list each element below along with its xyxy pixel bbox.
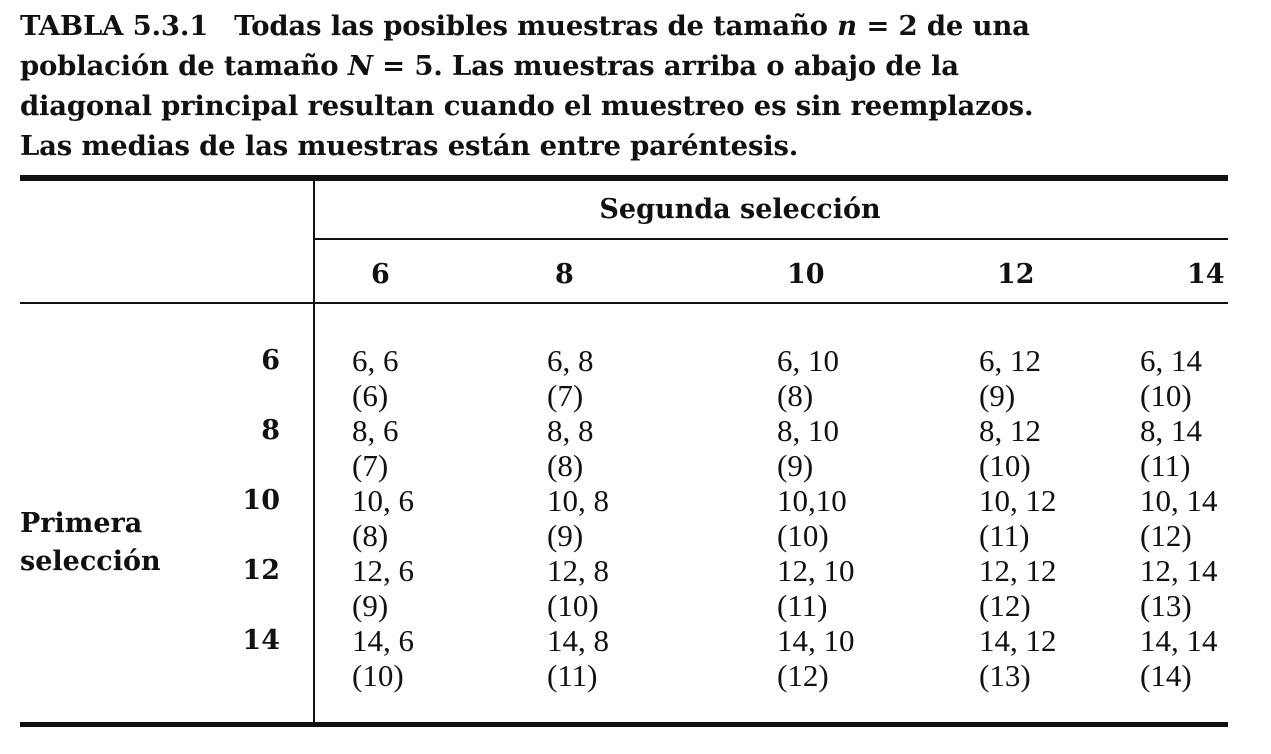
table-top-rule — [20, 175, 1228, 181]
sample-mean: (10) — [1140, 378, 1192, 413]
sample-mean: (7) — [547, 378, 584, 413]
sample-pair: 12, 8 — [547, 553, 609, 588]
sample-cell — [352, 413, 399, 483]
caption-line-3: diagonal principal resultan cuando el muestreo es sin reemplazos. — [20, 90, 1034, 122]
sample-mean: (10) — [352, 658, 404, 693]
caption-line-1 — [20, 6, 1260, 46]
sample-mean: (11) — [547, 658, 598, 693]
caption-text-2b: = 5. Las muestras arriba o abajo de la — [382, 50, 959, 82]
sample-pair: 6, 12 — [979, 343, 1041, 378]
column-header: 8 — [555, 259, 574, 290]
sample-mean: (9) — [979, 378, 1016, 413]
header-bottom-rule — [20, 302, 1228, 304]
sample-mean: (11) — [1140, 448, 1191, 483]
sample-cell — [979, 413, 1041, 483]
sample-pair: 8, 12 — [979, 413, 1041, 448]
sample-pair: 8, 6 — [352, 413, 399, 448]
column-header: 14 — [1187, 259, 1225, 290]
table-id: TABLA 5.3.1 — [20, 10, 209, 42]
sample-pair: 6, 10 — [777, 343, 839, 378]
sample-cell — [777, 413, 839, 483]
n-symbol: n — [837, 10, 857, 42]
caption-line-4: Las medias de las muestras están entre paréntesis. — [20, 130, 799, 162]
sample-mean: (8) — [547, 448, 584, 483]
sample-cell — [352, 483, 414, 553]
sample-pair: 10, 6 — [352, 483, 414, 518]
sample-cell — [1140, 483, 1218, 553]
sample-cell — [352, 343, 399, 413]
sample-pair: 14, 12 — [979, 623, 1057, 658]
row-header: 14 — [242, 625, 280, 656]
sample-mean: (12) — [979, 588, 1031, 623]
sample-pair: 10, 12 — [979, 483, 1057, 518]
sample-mean: (13) — [979, 658, 1031, 693]
sample-pair: 6, 6 — [352, 343, 399, 378]
sample-mean: (14) — [1140, 658, 1192, 693]
sample-mean: (6) — [352, 378, 389, 413]
sample-cell — [352, 553, 414, 623]
sample-pair: 12, 10 — [777, 553, 855, 588]
column-header: 6 — [371, 259, 390, 290]
sample-pair: 14, 6 — [352, 623, 414, 658]
sample-pair: 6, 14 — [1140, 343, 1202, 378]
column-group-header: Segunda selección — [599, 194, 881, 225]
column-header: 10 — [787, 259, 825, 290]
column-header: 12 — [997, 259, 1035, 290]
row-header: 6 — [261, 345, 280, 376]
sample-cell — [979, 343, 1041, 413]
sample-pair: 8, 10 — [777, 413, 839, 448]
row-group-label-line-2: selección — [20, 546, 161, 577]
sample-mean: (13) — [1140, 588, 1192, 623]
sample-pair: 14, 10 — [777, 623, 855, 658]
sample-cell — [547, 483, 609, 553]
sample-cell — [1140, 623, 1218, 693]
sample-mean: (10) — [547, 588, 599, 623]
stub-divider — [313, 181, 315, 726]
sample-cell — [777, 343, 839, 413]
row-header: 12 — [242, 555, 280, 586]
sample-mean: (11) — [979, 518, 1030, 553]
sample-mean: (8) — [352, 518, 389, 553]
caption-line-2 — [20, 46, 1260, 86]
caption-text-2a: población de tamaño — [20, 50, 339, 82]
sample-cell — [1140, 343, 1202, 413]
sample-mean: (12) — [1140, 518, 1192, 553]
row-header: 10 — [242, 485, 280, 516]
sample-pair: 10,10 — [777, 483, 847, 518]
sample-cell — [547, 623, 609, 693]
sample-mean: (9) — [352, 588, 389, 623]
sample-mean: (7) — [352, 448, 389, 483]
sample-pair: 8, 8 — [547, 413, 594, 448]
sample-pair: 10, 14 — [1140, 483, 1218, 518]
sample-pair: 14, 14 — [1140, 623, 1218, 658]
sample-cell — [777, 623, 855, 693]
sample-pair: 10, 8 — [547, 483, 609, 518]
sample-mean: (10) — [777, 518, 829, 553]
sample-pair: 12, 6 — [352, 553, 414, 588]
row-group-label-line-1: Primera — [20, 508, 143, 539]
row-group-header — [20, 505, 161, 581]
sample-cell — [1140, 553, 1218, 623]
sample-mean: (9) — [777, 448, 814, 483]
sample-cell — [777, 483, 847, 553]
N-symbol: N — [347, 50, 373, 82]
sample-mean: (12) — [777, 658, 829, 693]
caption-text-1a: Todas las posibles muestras de tamaño — [234, 10, 828, 42]
sample-cell — [547, 553, 609, 623]
sample-cell — [1140, 413, 1202, 483]
sample-pair: 14, 8 — [547, 623, 609, 658]
sample-cell — [979, 553, 1057, 623]
sample-cell — [352, 623, 414, 693]
sample-mean: (8) — [777, 378, 814, 413]
sample-cell — [547, 343, 594, 413]
row-header: 8 — [261, 415, 280, 446]
sample-cell — [979, 483, 1057, 553]
sample-pair: 12, 12 — [979, 553, 1057, 588]
table-bottom-rule — [20, 722, 1228, 727]
caption-text-1b: = 2 de una — [866, 10, 1030, 42]
sample-pair: 12, 14 — [1140, 553, 1218, 588]
sample-pair: 6, 8 — [547, 343, 594, 378]
column-group-rule — [315, 238, 1228, 240]
sample-cell — [979, 623, 1057, 693]
sample-pair: 8, 14 — [1140, 413, 1202, 448]
sample-cell — [547, 413, 594, 483]
sample-mean: (11) — [777, 588, 828, 623]
sample-cell — [777, 553, 855, 623]
sample-mean: (10) — [979, 448, 1031, 483]
sample-mean: (9) — [547, 518, 584, 553]
table-caption — [20, 6, 1260, 166]
